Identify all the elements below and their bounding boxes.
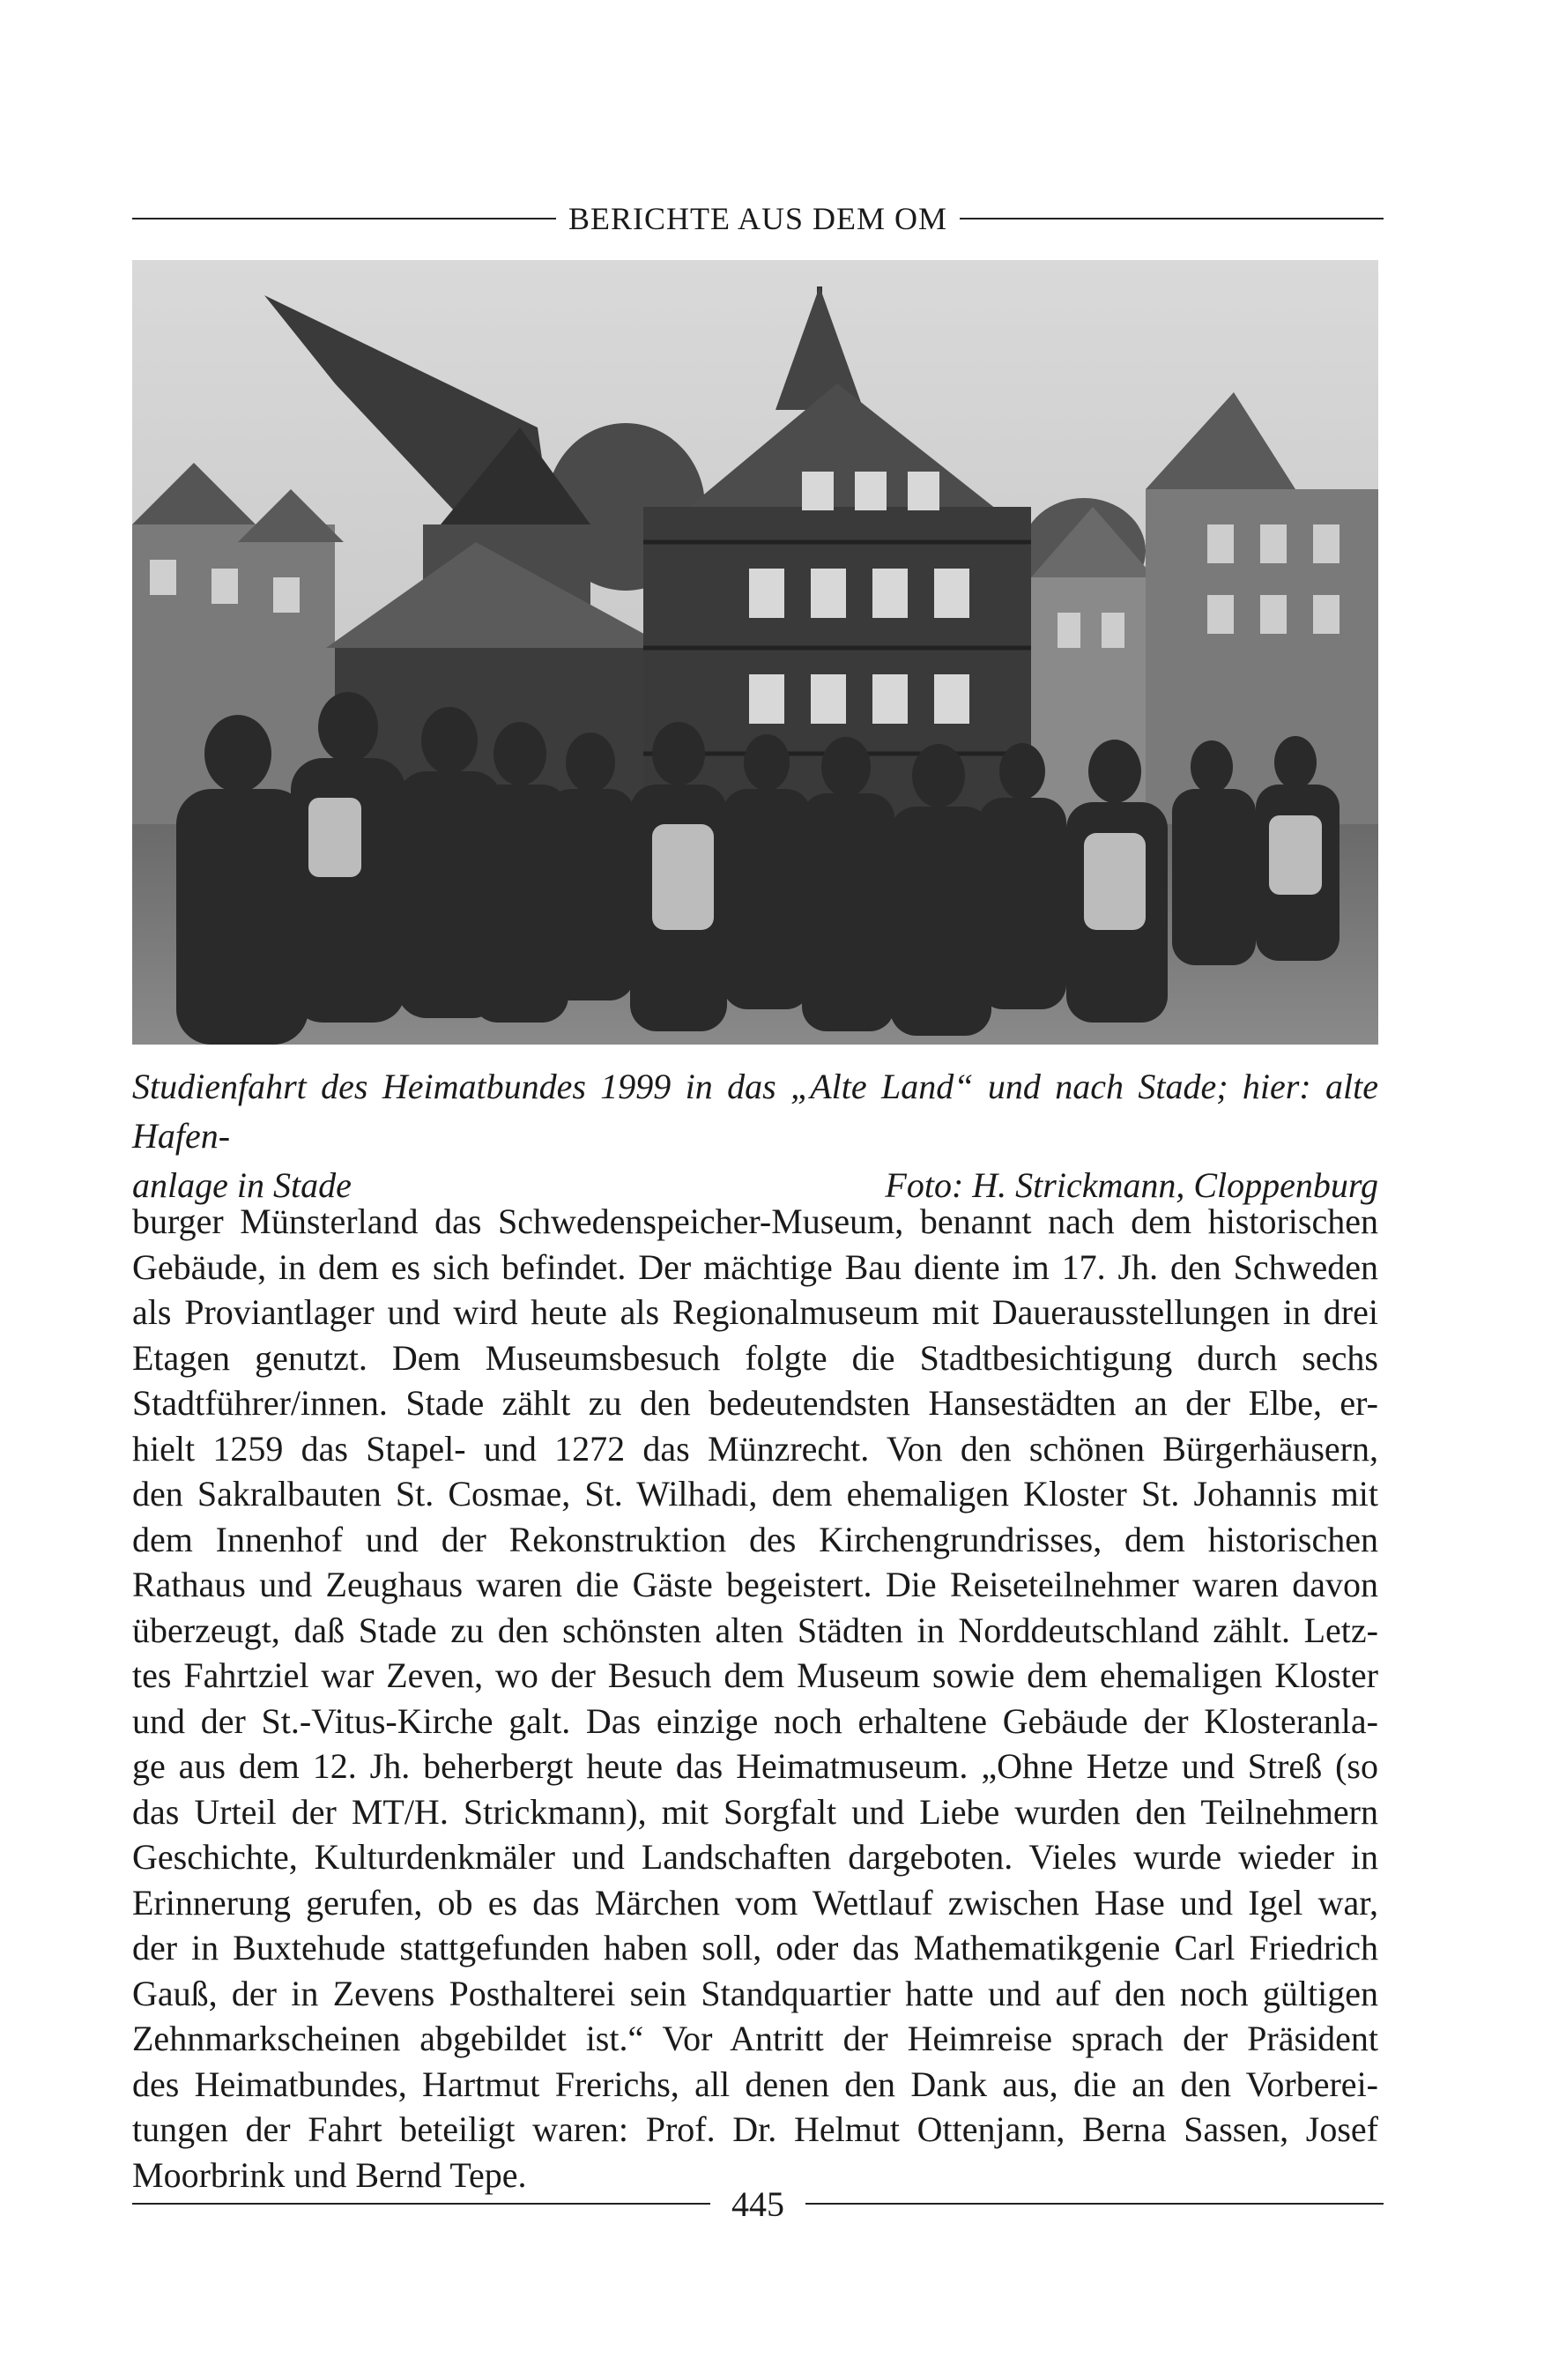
body-line: Stadtführer/innen. Stade zählt zu den bedeutendsten Hansestädten an der Elbe, er- bbox=[132, 1383, 1378, 1423]
body-line: Rathaus und Zeughaus waren die Gäste begeistert. Die Reiseteilnehmer waren davon bbox=[132, 1565, 1378, 1604]
caption-location: anlage in Stade bbox=[132, 1165, 352, 1205]
footer-rule-right bbox=[805, 2203, 1384, 2205]
body-line: Zehnmarkscheinen abgebildet ist.“ Vor Antritt der Heimreise sprach der Präsident bbox=[132, 2019, 1378, 2058]
body-line: und der St.-Vitus-Kirche galt. Das einzige noch erhaltene Gebäude der Klosteranla- bbox=[132, 1700, 1378, 1741]
header-title: BERICHTE AUS DEM OM bbox=[568, 201, 948, 236]
body-line: Erinnerung gerufen, ob es das Märchen vom Wettlauf zwischen Hase und Igel war, bbox=[132, 1882, 1378, 1923]
body-line: das Urteil der MT/H. Strickmann), mit Sorgfalt und Liebe wurden den Teilnehmern bbox=[132, 1791, 1378, 1832]
body-line: als Proviantlager und wird heute als Regionalmuseum mit Dauerausstellungen in drei bbox=[132, 1292, 1378, 1332]
body-line: Gebäude, in dem es sich befindet. Der mächtige Bau diente im 17. Jh. den Schweden bbox=[132, 1246, 1378, 1287]
body-line: den Sakralbauten St. Cosmae, St. Wilhadi, dem ehemaligen Kloster St. Johannis mit bbox=[132, 1474, 1378, 1514]
body-line: dem Innenhof und der Rekonstruktion des Kirchengrundrisses, dem historischen bbox=[132, 1519, 1378, 1559]
photo-caption bbox=[132, 1062, 1378, 1210]
running-header bbox=[132, 192, 1384, 245]
header-rule-left bbox=[132, 218, 556, 219]
body-paragraph bbox=[132, 1199, 1378, 2198]
body-line: hielt 1259 das Stapel- und 1272 das Münzrecht. Von den schönen Bürgerhäusern, bbox=[132, 1428, 1378, 1469]
body-line: Gauß, der in Zevens Posthalterei sein Standquartier hatte und auf den noch gültigen bbox=[132, 1973, 1378, 2013]
body-line: Geschichte, Kulturdenkmäler und Landschaften dargeboten. Vieles wurde wieder in bbox=[132, 1837, 1378, 1877]
header-rule-right bbox=[960, 218, 1384, 219]
caption-line-1: Studienfahrt des Heimatbundes 1999 in das „Alte Land“ und nach Stade; hier: alte Hafen- bbox=[132, 1067, 1378, 1156]
body-line: ge aus dem 12. Jh. beherbergt heute das Heimatmuseum. „Ohne Hetze und Streß (so bbox=[132, 1746, 1378, 1786]
page-footer bbox=[132, 2177, 1384, 2230]
body-line: der in Buxtehude stattgefunden haben soll, oder das Mathematikgenie Carl Friedrich bbox=[132, 1928, 1378, 1967]
body-line: tungen der Fahrt beteiligt waren: Prof. Dr. Helmut Ottenjann, Berna Sassen, Josef bbox=[132, 2109, 1378, 2149]
body-line: Etagen genutzt. Dem Museumsbesuch folgte die Stadtbesichtigung durch sechs bbox=[132, 1337, 1378, 1378]
footer-rule-left bbox=[132, 2203, 710, 2205]
body-line: Moorbrink und Bernd Tepe. bbox=[132, 2154, 527, 2195]
photo-credit: Foto: H. Strickmann, Cloppenburg bbox=[885, 1165, 1378, 1205]
body-line: überzeugt, daß Stade zu den schönsten alten Städten in Norddeutschland zählt. Letz- bbox=[132, 1610, 1378, 1650]
page-number: 445 bbox=[731, 2183, 784, 2224]
body-line: tes Fahrtziel war Zeven, wo der Besuch dem Museum sowie dem ehemaligen Kloster bbox=[132, 1655, 1378, 1695]
body-line: des Heimatbundes, Hartmut Frerichs, all denen den Dank aus, die an den Vorberei- bbox=[132, 2064, 1378, 2104]
group-photo-stade-harbor bbox=[132, 260, 1378, 1045]
body-line: burger Münsterland das Schwedenspeicher-Museum, benannt nach dem historischen bbox=[132, 1201, 1378, 1241]
